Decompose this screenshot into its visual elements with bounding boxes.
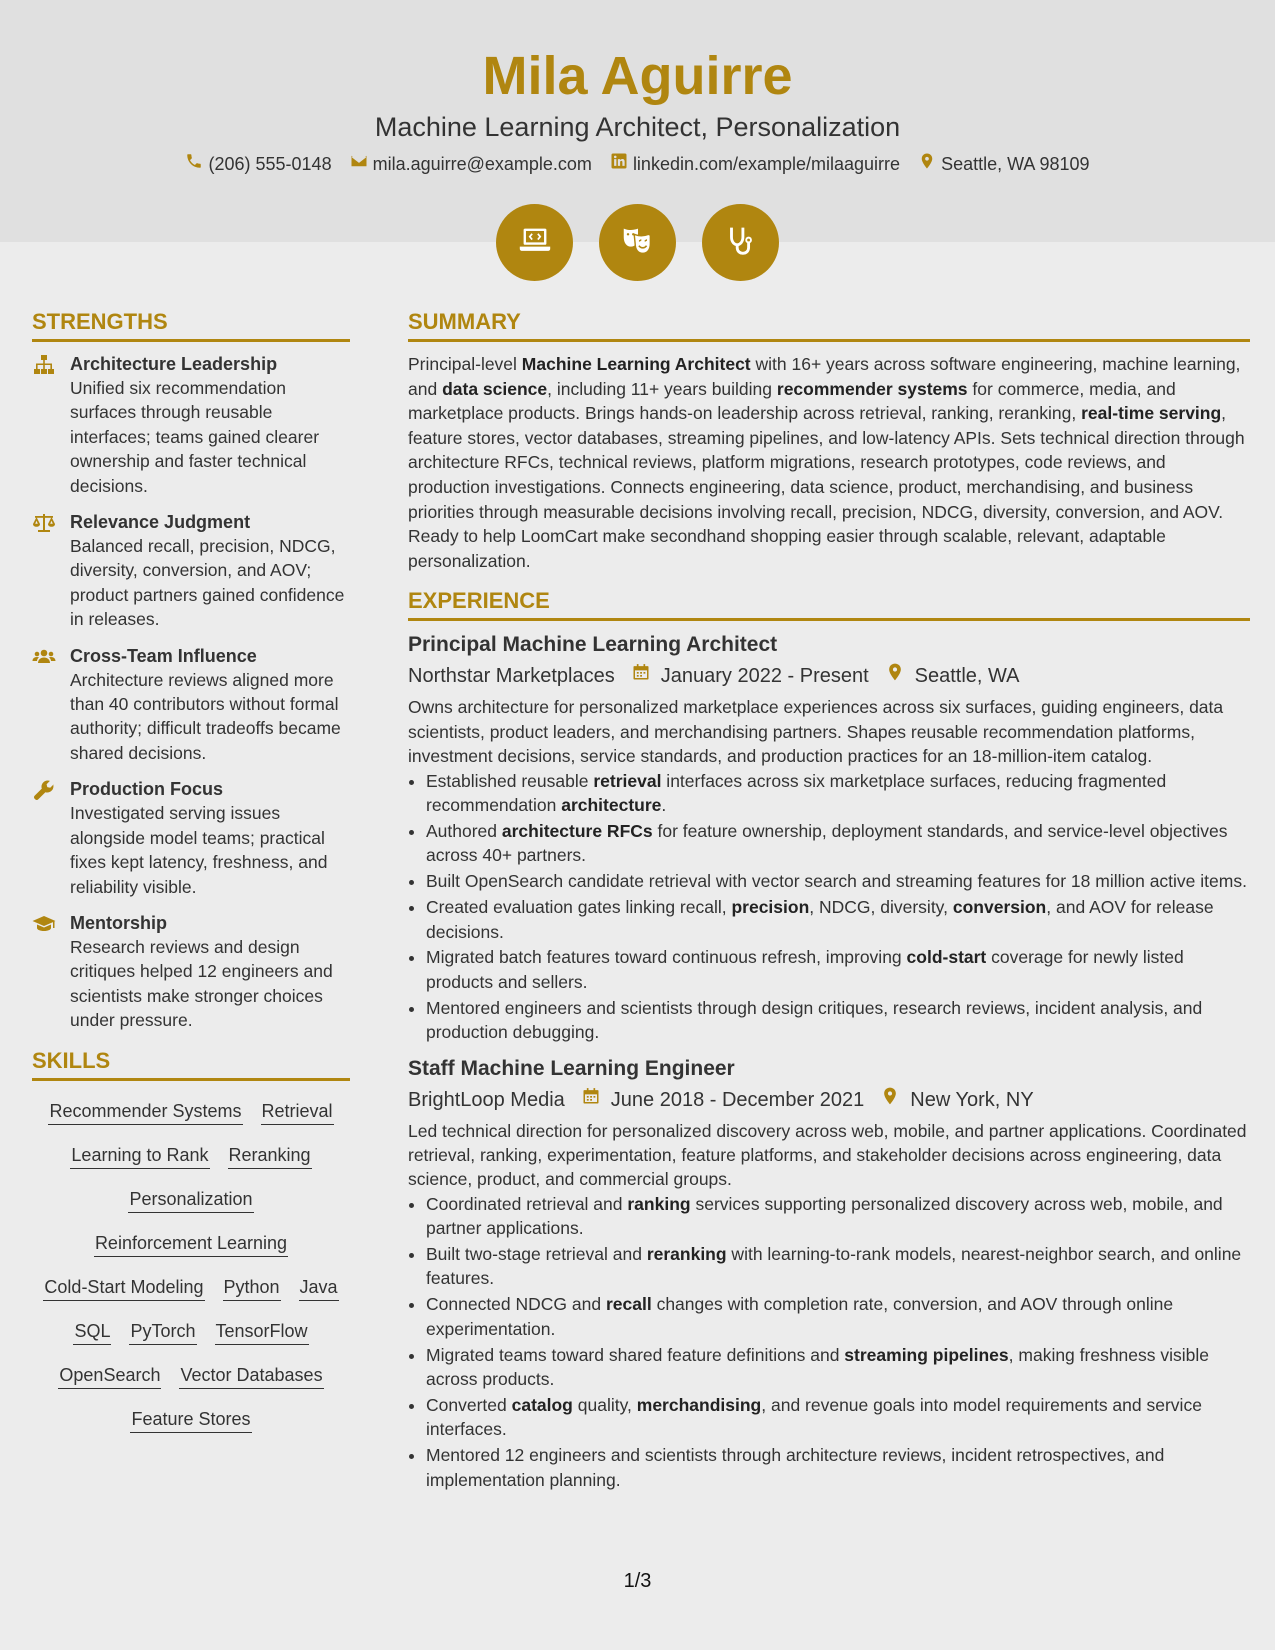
badge-laptop-code — [496, 204, 573, 281]
skill-tag: Retrieval — [261, 1099, 334, 1125]
contact-location — [918, 152, 1089, 176]
candidate-role: Machine Learning Architect, Personalization — [374, 112, 901, 142]
job-description: Owns architecture for personalized marketplace experiences across six surfaces, guiding engineers, data scientists, product leaders, and merchandising partners. Shapes reusable recommendation platforms, investment decisions, service standards, and production practices for an 18-million-item catalog. — [408, 697, 1224, 767]
badge-theater-masks — [599, 204, 676, 281]
job-bullets — [408, 769, 1250, 1045]
skill-tag: TensorFlow — [215, 1319, 309, 1345]
bold-keyword: architecture RFCs — [501, 820, 653, 841]
strength-text: Architecture reviews aligned more than 40 contributors without formal authority; difficult tradeoffs became shared decisions. — [70, 669, 341, 763]
strength-item — [32, 777, 350, 899]
strength-text: Investigated serving issues alongside model teams; practical fixes kept latency, freshness, and reliability visible. — [70, 803, 328, 897]
page-number: 1/3 — [623, 1570, 652, 1592]
bold-keyword: data science — [442, 378, 548, 399]
job-location: New York, NY — [910, 1088, 1034, 1111]
bold-keyword: conversion — [952, 897, 1047, 918]
contact-bar — [0, 152, 1275, 176]
job-entry — [408, 1055, 1250, 1493]
bold-keyword: recommender systems — [776, 378, 968, 399]
skill-tag: Reinforcement Learning — [94, 1231, 288, 1257]
strength-title: Architecture Leadership — [70, 354, 278, 374]
bold-keyword: catalog — [511, 1395, 573, 1415]
bold-keyword: Machine Learning Architect — [521, 354, 751, 374]
strength-text: Research reviews and design critiques helped 12 engineers and scientists make stronger choices under pressure. — [70, 936, 333, 1031]
experience-title: EXPERIENCE — [408, 587, 1250, 621]
skills-list — [32, 1091, 350, 1433]
job-bullets — [408, 1192, 1250, 1492]
contact-phone[interactable] — [185, 152, 331, 176]
job-bullet: • Built OpenSearch candidate retrieval with vector search and streaming features for 18 million active items. — [426, 869, 1250, 893]
bold-keyword: architecture — [561, 794, 662, 815]
strength-title: Cross-Team Influence — [70, 645, 257, 666]
phone-icon — [185, 152, 203, 176]
location-text: Seattle, WA 98109 — [941, 154, 1090, 174]
header-band — [0, 0, 1275, 242]
strength-item — [32, 510, 350, 632]
phone-text: (206) 555-0148 — [208, 154, 332, 174]
bold-keyword: real-time serving — [1081, 403, 1222, 424]
bold-keyword: streaming pipelines — [844, 1344, 1009, 1365]
job-bullet: • Mentored 12 engineers and scientists through architecture reviews, incident retrospectives, and implementation planning. — [426, 1443, 1250, 1492]
strength-text: Unified six recommendation surfaces through reusable interfaces; teams gained clearer ownership and faster technical decisions. — [70, 378, 320, 496]
skill-tag: Feature Stores — [130, 1407, 251, 1433]
interest-badges — [0, 204, 1275, 281]
map-pin-icon — [885, 661, 905, 691]
job-bullet: • Mentored engineers and scientists through design critiques, research reviews, incident analysis, and production debugging. — [426, 996, 1250, 1045]
job-bullet: • Converted catalog quality, merchandising, and revenue goals into model requirements and service interfaces. — [426, 1393, 1250, 1442]
job-dates: June 2018 - December 2021 — [610, 1088, 865, 1111]
job-bullet: • Authored architecture RFCs for feature ownership, deployment standards, and service-level objectives across 40+ partners. — [426, 819, 1250, 868]
laptop-code-icon — [516, 221, 554, 264]
calendar-icon — [631, 661, 651, 691]
balance-scale-icon — [32, 511, 56, 535]
bold-keyword: cold-start — [906, 947, 987, 968]
graduation-cap-icon — [32, 912, 56, 936]
wrench-icon — [32, 778, 56, 802]
skill-tag: Java — [299, 1275, 339, 1301]
contact-linkedin[interactable] — [610, 152, 900, 176]
candidate-name: Mila Aguirre — [482, 46, 793, 106]
job-title: Principal Machine Learning Architect — [408, 633, 778, 657]
skill-tag: SQL — [73, 1319, 111, 1345]
company-name: Northstar Marketplaces — [408, 665, 615, 688]
strength-title: Production Focus — [70, 779, 223, 800]
job-bullet: • Migrated teams toward shared feature definitions and streaming pipelines, making freshness visible across products. — [426, 1343, 1250, 1392]
theater-masks-icon — [619, 221, 657, 264]
calendar-icon — [581, 1085, 601, 1115]
linkedin-text: linkedin.com/example/milaaguirre — [632, 154, 901, 174]
job-meta — [408, 1085, 1250, 1115]
job-location: Seattle, WA — [914, 665, 1020, 688]
envelope-icon — [350, 152, 368, 176]
bold-keyword: reranking — [646, 1244, 727, 1265]
strength-text: Balanced recall, precision, NDCG, diversity, conversion, and AOV; product partners gained confidence in releases. — [70, 536, 345, 630]
job-title: Staff Machine Learning Engineer — [408, 1056, 735, 1080]
skill-tag: Learning to Rank — [70, 1143, 209, 1169]
right-column — [408, 308, 1250, 1502]
skill-tag: Personalization — [128, 1187, 253, 1213]
job-dates: January 2022 - Present — [660, 665, 869, 688]
skill-tag: Cold-Start Modeling — [43, 1275, 204, 1301]
skill-tag: Vector Databases — [179, 1363, 323, 1389]
bold-keyword: retrieval — [593, 770, 662, 791]
job-bullet: • Built two-stage retrieval and reranking with learning-to-rank models, nearest-neighbor search, and online features. — [426, 1242, 1250, 1291]
job-entry — [408, 631, 1250, 1044]
company-name: BrightLoop Media — [408, 1088, 565, 1111]
job-description: Led technical direction for personalized discovery across web, mobile, and partner applications. Coordinated retrieval, ranking, experimentation, feature platforms, and stakeholder decisions across engineering, data science, product, and commercial groups. — [408, 1120, 1247, 1190]
job-bullet: • Migrated batch features toward continuous refresh, improving cold-start coverage for newly listed products and sellers. — [426, 945, 1250, 994]
strength-title: Relevance Judgment — [70, 512, 251, 533]
email-text: mila.aguirre@example.com — [372, 154, 592, 174]
job-bullet: • Established reusable retrieval interfaces across six marketplace surfaces, reducing fragmented recommendation architecture. — [426, 769, 1250, 818]
contact-email[interactable] — [350, 152, 592, 176]
job-bullet: • Coordinated retrieval and ranking services supporting personalized discovery across web, mobile, and partner applications. — [426, 1192, 1250, 1241]
bold-keyword: ranking — [627, 1193, 691, 1214]
skill-tag: Recommender Systems — [48, 1099, 242, 1125]
skill-tag: OpenSearch — [58, 1363, 161, 1389]
skill-tag: Python — [223, 1275, 281, 1301]
sitemap-icon — [32, 353, 56, 377]
strength-item — [32, 911, 350, 1033]
strength-item — [32, 352, 350, 498]
skills-title: SKILLS — [32, 1047, 350, 1081]
strengths-title: STRENGTHS — [32, 308, 350, 342]
map-pin-icon — [880, 1085, 900, 1115]
linkedin-icon — [610, 152, 628, 176]
users-icon — [32, 645, 56, 669]
left-column — [32, 308, 350, 1433]
bold-keyword: recall — [605, 1294, 652, 1315]
strength-title: Mentorship — [70, 912, 167, 933]
job-bullet: • Connected NDCG and recall changes with completion rate, conversion, and AOV through online experimentation. — [426, 1292, 1250, 1341]
bold-keyword: merchandising — [636, 1395, 762, 1415]
job-bullet: • Created evaluation gates linking recall, precision, NDCG, diversity, conversion, and AOV for release decisions. — [426, 895, 1250, 944]
summary-text: Principal-level Machine Learning Architect with 16+ years across software engineering, machine learning, and data science, including 11+ years building recommender systems for commerce, media, and marketplace products. Brings hands-on leadership across retrieval, ranking, reranking, real-time serving, feature stores, vector databases, streaming pipelines, and low-latency APIs. Sets technical direction through architecture RFCs, technical reviews, platform migrations, research prototypes, code reviews, and production investigations. Connects engineering, data science, product, merchandising, and business priorities through measurable decisions involving recall, precision, NDCG, diversity, conversion, and AOV. Ready to help LoomCart make secondhand shopping easier through scalable, relevant, adaptable personalization. — [408, 354, 1245, 571]
bold-keyword: precision — [731, 897, 810, 918]
job-meta — [408, 661, 1250, 691]
skill-tag: Reranking — [228, 1143, 312, 1169]
stethoscope-icon — [722, 221, 760, 264]
summary-title: SUMMARY — [408, 308, 1250, 342]
skill-tag: PyTorch — [129, 1319, 196, 1345]
map-pin-icon — [918, 152, 936, 176]
badge-stethoscope — [702, 204, 779, 281]
strength-item — [32, 644, 350, 766]
